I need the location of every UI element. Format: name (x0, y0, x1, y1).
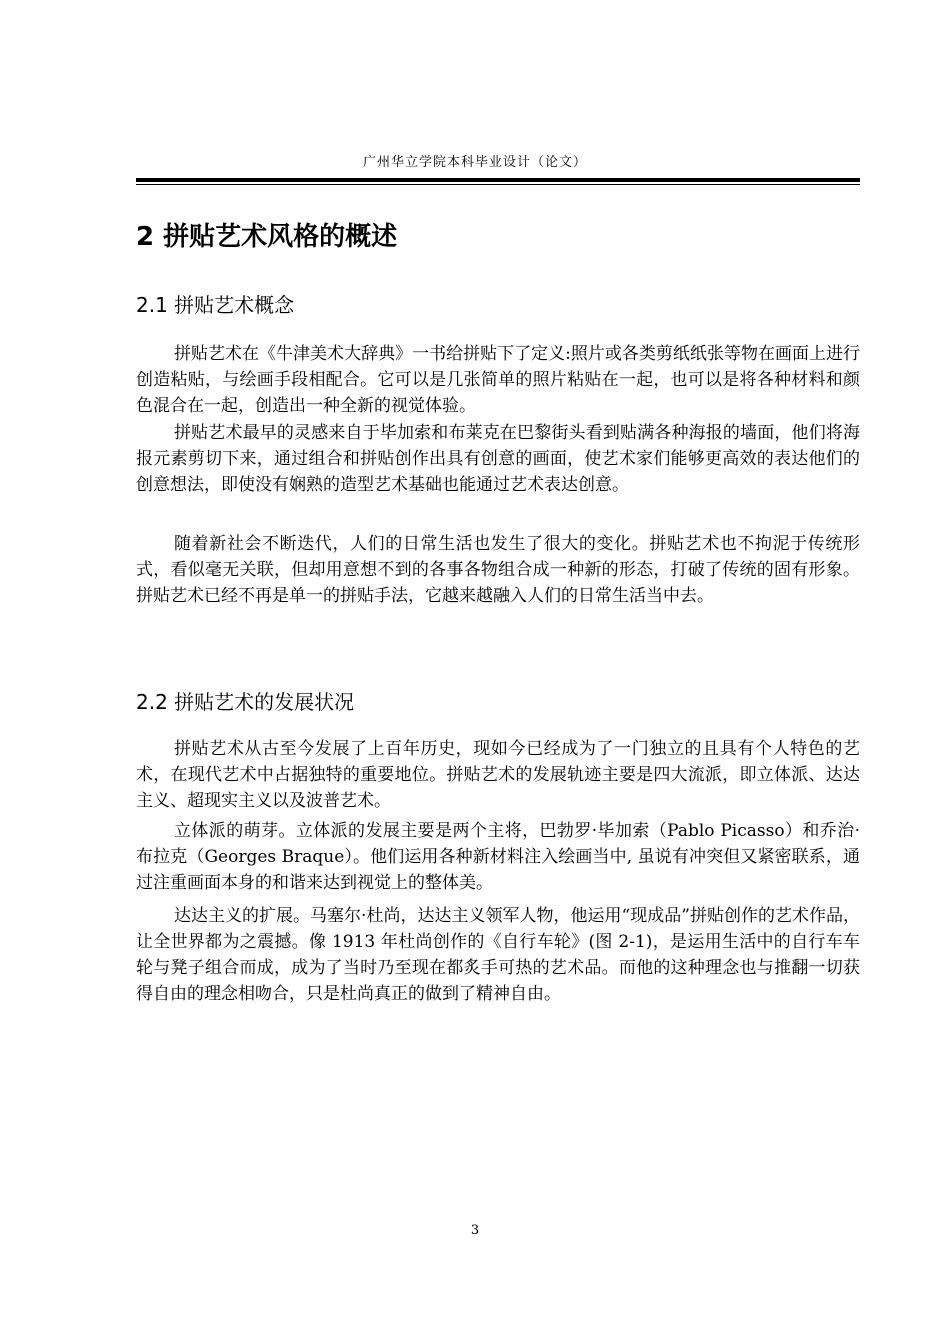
header-rule-thin (136, 184, 860, 185)
section-title-2-2: 2.2 拼贴艺术的发展状况 (136, 690, 355, 714)
paragraph: 随着新社会不断迭代，人们的日常生活也发生了很大的变化。拼贴艺术也不拘泥于传统形式，看似毫无关联，但却用意想不到的各事各物组合成一种新的形态，打破了传统的固有形象。拼贴艺术已经不再是单一的拼贴手法，它越来越融入人们的日常生活当中去。 (136, 534, 860, 606)
chapter-title: 2 拼贴艺术风格的概述 (136, 222, 398, 252)
paragraph: 达达主义的扩展。马塞尔·杜尚，达达主义领军人物，他运用“现成品”拼贴创作的艺术作品，让全世界都为之震撼。像 1913 年杜尚创作的《自行车轮》(图 2-1)，是运用生活中的自行车车轮与凳子组合而成，成为了当时乃至现在都炙手可热的艺术品。而他的这种理念也与推翻一切获得自由的理念相吻合，只是杜尚真正的做到了精神自由。 (136, 906, 860, 1004)
section-title-2-1: 2.1 拼贴艺术概念 (136, 293, 295, 317)
header-rule-thick (136, 178, 860, 182)
page-number: 3 (470, 1223, 480, 1238)
paragraph: 立体派的萌芽。立体派的发展主要是两个主将，巴勃罗·毕加索（Pablo Picasso）和乔治·布拉克（Georges Braque）。他们运用各种新材料注入绘画当中, 虽说有冲突但又紧密联系，通过注重画面本身的和谐来达到视觉上的整体美。 (136, 821, 860, 893)
paragraph: 拼贴艺术从古至今发展了上百年历史，现如今已经成为了一门独立的且具有个人特色的艺术，在现代艺术中占据独特的重要地位。拼贴艺术的发展轨迹主要是四大流派，即立体派、达达主义、超现实主义以及波普艺术。 (136, 739, 860, 811)
paragraph: 拼贴艺术在《牛津美术大辞典》一书给拼贴下了定义:照片或各类剪纸纸张等物在画面上进行创造粘贴，与绘画手段相配合。它可以是几张简单的照片粘贴在一起，也可以是将各种材料和颜色混合在一起，创造出一种全新的视觉体验。 (136, 344, 860, 416)
header-title: 广州华立学院本科毕业设计（论文） (362, 155, 587, 170)
paragraph: 拼贴艺术最早的灵感来自于毕加索和布莱克在巴黎街头看到贴满各种海报的墙面，他们将海报元素剪切下来，通过组合和拼贴创作出具有创意的画面，使艺术家们能够更高效的表达他们的创意想法，即使没有娴熟的造型艺术基础也能通过艺术表达创意。 (136, 423, 860, 495)
